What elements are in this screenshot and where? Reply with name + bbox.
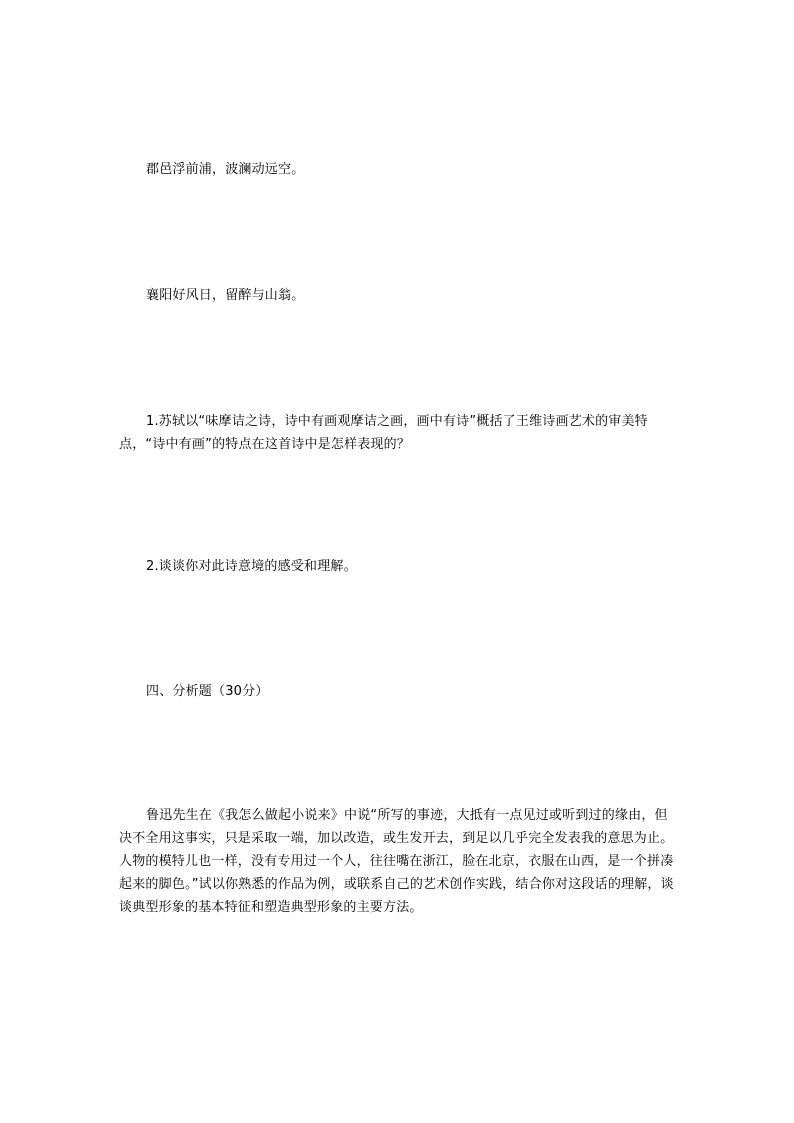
poem-line-1: 郡邑浮前浦，波澜动远空。 (146, 162, 305, 177)
question-1: 1.苏轼以“味摩诘之诗，诗中有画观摩诘之画，画中有诗”概括了王维诗画艺术的审美特点，“诗中有画”的特点在这首诗中是怎样表现的？ (119, 414, 648, 452)
analysis-question: 鲁迅先生在《我怎么做起小说来》中说“所写的事迹，大抵有一点见过或听到过的缘由，但决不全用这事实，只是采取一端，加以改造，或生发开去，到足以几乎完全发表我的意思为止。人物的模特儿也一样，没有专用过一个人，往往嘴在浙江，脸在北京，衣服在山西，是一个拼凑起来的脚色。”试以你熟悉的作品为例，或联系自己的艺术创作实践，结合你对这段话的理解，谈谈典型形象的基本特征和塑造典型形象的主要方法。 (119, 808, 674, 915)
poem-line-2: 襄阳好风日，留醉与山翁。 (146, 288, 305, 303)
question-2: 2.谈谈你对此诗意境的感受和理解。 (146, 559, 357, 574)
section-heading: 四、分析题（30分） (146, 684, 269, 699)
